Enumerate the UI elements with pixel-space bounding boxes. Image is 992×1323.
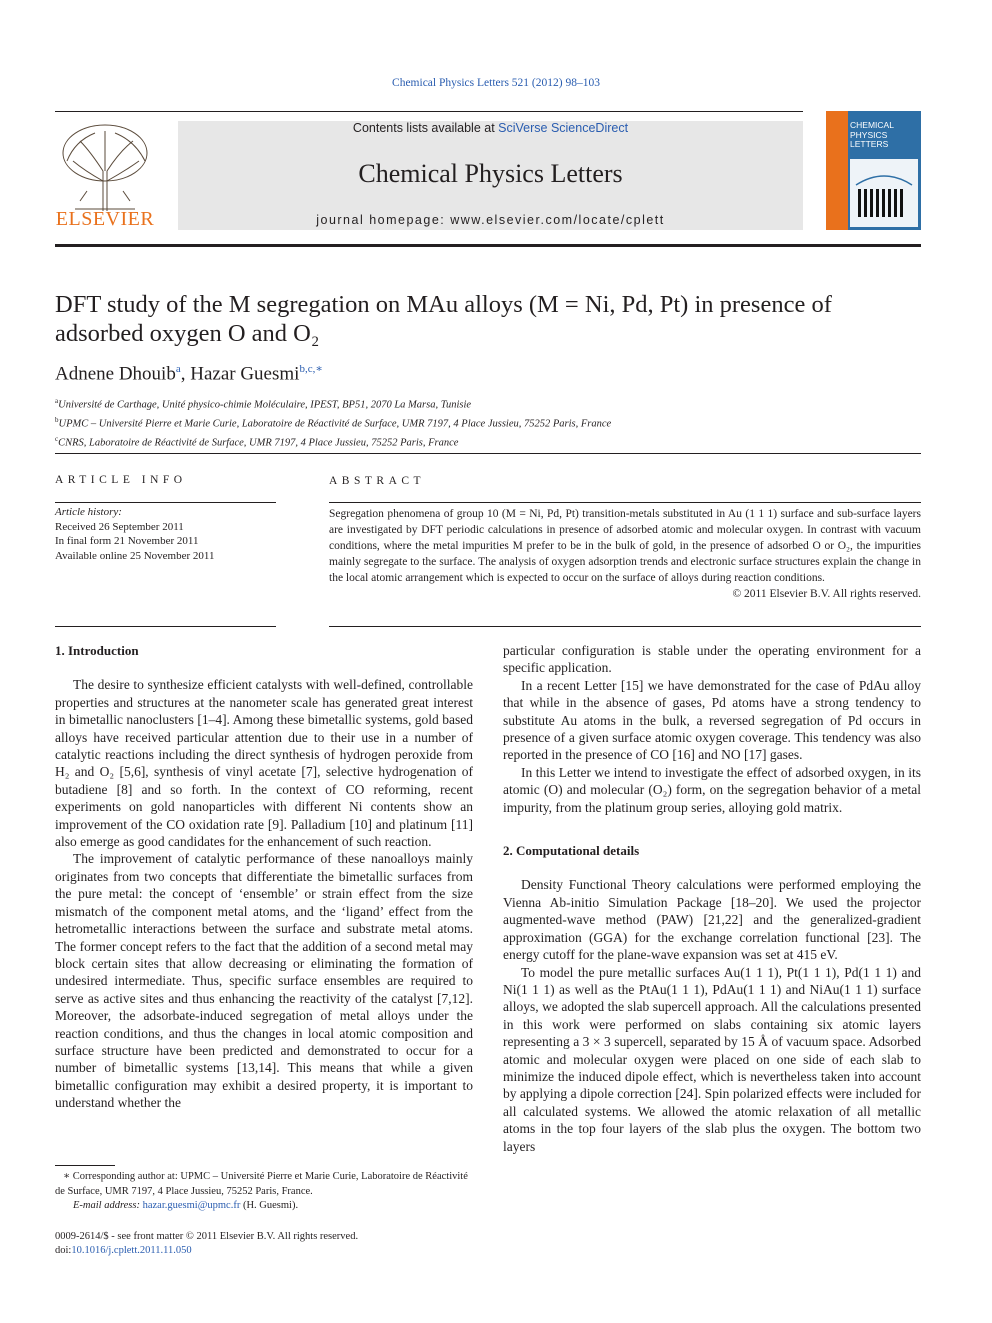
article-info-heading: ARTICLE INFO <box>55 474 187 486</box>
abstract-rule <box>329 502 921 503</box>
publisher-wordmark: ELSEVIER <box>55 208 155 230</box>
elsevier-logo[interactable] <box>55 121 155 231</box>
cover-title-line: CHEMICAL <box>850 120 894 130</box>
affiliation-item <box>55 432 611 451</box>
page-footer <box>55 1230 358 1258</box>
header-top-rule <box>55 111 803 112</box>
contents-line <box>178 121 803 135</box>
article-info-bottom-rule <box>55 626 276 627</box>
author-name[interactable]: Hazar Guesmi <box>190 363 300 385</box>
cover-bars-icon <box>850 159 918 227</box>
email-label: E-mail address: <box>73 1200 143 1211</box>
cover-stripe <box>826 111 848 230</box>
affiliation-text: UPMC – Université Pierre et Marie Curie, Laboratoire de Réactivité de Surface, UMR 7197, 4 Place Jussieu, 75252 Paris, France <box>58 418 612 430</box>
history-received: Received 26 September 2011 <box>55 520 184 533</box>
elsevier-tree-icon <box>55 121 155 213</box>
author-list: Adnene Dhouib$^a$, Hazar Guesmi$^{b,c,∗}$ <box>55 363 323 385</box>
abstract-bottom-rule <box>329 626 921 627</box>
journal-cover-image[interactable] <box>826 111 921 230</box>
paragraph: Density Functional Theory calculations were performed employing the Vienna Ab-initio Simulation Package [18–20]. We used the projector augmented-wave method (PAW) [21,22] and the generalized-gradient approximation (GGA) for the exchange correlation functional [23]. The energy cutoff for the plane-wave expansion was set at 415 eV. <box>503 877 921 963</box>
affiliation-mark: b <box>55 416 59 424</box>
footnote-corresponding: ∗ Corresponding author at: UPMC – Université Pierre et Marie Curie, Laboratoire de Réactivité de Surface, UMR 7197, 4 Place Jussieu, 75252 Paris, France. <box>55 1171 468 1197</box>
affiliation-mark: c <box>55 435 59 443</box>
cover-artwork <box>850 159 918 227</box>
abstract-text: Segregation phenomena of group 10 (M = Ni, Pd, Pt) transition-metals substituted in Au (1 1 1) surface and sub-surface layers are investigated by DFT periodic calculations in presence of adsorbed atomic and molecular oxygen. In contrast with vacuum conditions, where the metal impurities M prefer to be in the bulk of gold, in the presence of adsorbed O or O₂, the impurities mainly segregate to the surface. The analysis of oxygen adsorption trends and electronic surface structures explain the change in the local atomic arrangement which is expected to occur on the surface of alloys during reaction conditions. <box>329 508 921 584</box>
journal-homepage[interactable]: journal homepage: www.elsevier.com/locate/cplett <box>316 213 665 227</box>
affiliation-item <box>55 413 611 432</box>
footnote-rule <box>55 1165 115 1166</box>
email-suffix: (H. Guesmi). <box>240 1200 299 1211</box>
article-history <box>55 505 214 563</box>
email-link[interactable]: hazar.guesmi@upmc.fr <box>142 1200 241 1211</box>
doi-link[interactable]: 10.1016/j.cplett.2011.11.050 <box>71 1245 192 1256</box>
cover-title-line: LETTERS <box>850 139 889 149</box>
meta-top-rule <box>55 453 921 454</box>
paragraph: To model the pure metallic surfaces Au(1 1 1), Pt(1 1 1), Pd(1 1 1) and Ni(1 1 1) as well as the PtAu(1 1 1), PdAu(1 1 1) and NiAu(1 1 1) surface alloys, we adopted the slab supercell approach. All the calculations presented in this work were performed on slabs containing six atomic layers representing a 3 × 3 supercell, separated by 15 Å of vacuum space. Adsorbed atomic and molecular oxygen were placed on one side of each slab to minimize the induced dipole effect, which is nevertheless taken into account by applying a dipole correction [24]. Spin polarized effects were included for all calculated systems. We allowed the atomic relaxation of all metallic atoms in the top four layers of the slab plus the oxygen. The bottom two layers <box>503 964 921 1154</box>
issn-line: 0009-2614/$ - see front matter © 2011 Elsevier B.V. All rights reserved. <box>55 1231 359 1242</box>
author-affiliation-mark[interactable]: a <box>175 363 181 375</box>
author-name[interactable]: Adnene Dhouib <box>55 363 176 385</box>
left-column <box>55 642 473 1112</box>
paragraph: particular configuration is stable under the operating environment for a specific application. <box>503 643 921 676</box>
journal-banner <box>178 121 803 230</box>
paragraph: In a recent Letter [15] we have demonstrated for the case of PdAu alloy that while in the absence of gases, Pd atoms have a strong tendency to substitute Au atoms in the bulk, a reversed segregation of Pd occurs in presence of a given surface atomic oxygen coverage. This tendency was also reported in the presence of CO [16] and NO [17] gases. <box>503 677 921 763</box>
section-heading-introduction: 1. Introduction <box>55 643 139 658</box>
article-info-rule <box>55 502 276 503</box>
cover-title-line: PHYSICS <box>850 129 888 140</box>
right-column <box>503 642 921 1155</box>
journal-title: Chemical Physics Letters <box>358 159 623 188</box>
abstract-body <box>329 506 921 602</box>
abstract-heading: ABSTRACT <box>329 475 426 487</box>
section-heading-computational: 2. Computational details <box>503 843 640 859</box>
paragraph: In this Letter we intend to investigate the effect of adsorbed oxygen, in its atomic (O) and molecular (O₂) form, on the segregation behavior of a metal impurity, from the platinum group series, alloying gold matrix. <box>503 764 921 815</box>
affiliation-text: CNRS, Laboratoire de Réactivité de Surface, UMR 7197, 4 Place Jussieu, 75252 Paris, France <box>58 437 459 449</box>
doi-label: doi: <box>55 1245 72 1256</box>
author-affiliation-mark[interactable]: b,c,∗ <box>299 363 323 375</box>
doi-line <box>55 1244 358 1258</box>
journal-citation[interactable]: Chemical Physics Letters 521 (2012) 98–103 <box>392 77 600 89</box>
history-online: Available online 25 November 2011 <box>55 549 215 562</box>
paragraph: The desire to synthesize efficient catalysts with well-defined, controllable properties and structures at the nanometer scale has generated great interest in bimetallic nanoclusters [1–4]. Among these bimetallic systems, gold based alloys have received particular attention due to their use in a number of catalytic reactions including the direct synthesis of hydrogen peroxide from H₂ and O₂ [5,6], synthesis of vinyl acetate [7], selective hydrogenation of butadiene [8] and so forth. In the context of CO reforming, recent experiments on gold nanoparticles with different Ni contents show an improvement of the CO oxidation rate [9]. Palladium [10] and platinum [11] also emerge as good candidates for the enhancement of such reaction. <box>55 677 473 850</box>
affiliation-mark: a <box>55 397 59 405</box>
abstract-copyright: © 2011 Elsevier B.V. All rights reserved. <box>732 588 921 600</box>
paragraph: The improvement of catalytic performance of these nanoalloys mainly originates from two concepts that differentiate the bimetallic surfaces from the pure metal: the concept of ‘ensemble’ or strain effect from the size mismatch of the component metal atoms, and the ‘ligand’ effect from the hetrometallic interactions between the surface and substrate metal atoms. The former concept refers to the fact that the addition of a second metal may block certain sites that allow decreasing or eliminating the formation of undesired intermediate. Thus, specific surface ensembles are required to serve as active sites and thus enhancing the reactivity of the catalyst [7,12]. Moreover, the adsorbate-induced segregation of metal alloys under the reaction conditions, and thus the changes in local atomic composition and surface structure have been predicted and demonstrated to occur for a number of bimetallic systems [13,14]. This means that while a given bimetallic configuration may exhibit a desired property, it is important to understand whether the <box>55 851 473 1111</box>
sciencedirect-link[interactable]: SciVerse ScienceDirect <box>498 121 629 135</box>
history-final-form: In final form 21 November 2011 <box>55 535 199 547</box>
affiliations <box>55 394 611 451</box>
history-label: Article history: <box>55 506 122 518</box>
affiliation-text: Université de Carthage, Unité physico-chimie Moléculaire, IPEST, BP51, 2070 La Marsa, Tunisie <box>58 399 472 411</box>
affiliation-item <box>55 394 611 413</box>
contents-prefix: Contents lists available at <box>352 121 499 135</box>
footnote-email-line <box>55 1199 473 1214</box>
header-bottom-rule <box>55 244 921 247</box>
footnote <box>55 1170 473 1214</box>
article-title: DFT study of the M segregation on MAu alloys (M = Ni, Pd, Pt) in presence of adsorbed oxygen O and O₂ <box>55 291 832 347</box>
cover-title <box>850 121 894 150</box>
